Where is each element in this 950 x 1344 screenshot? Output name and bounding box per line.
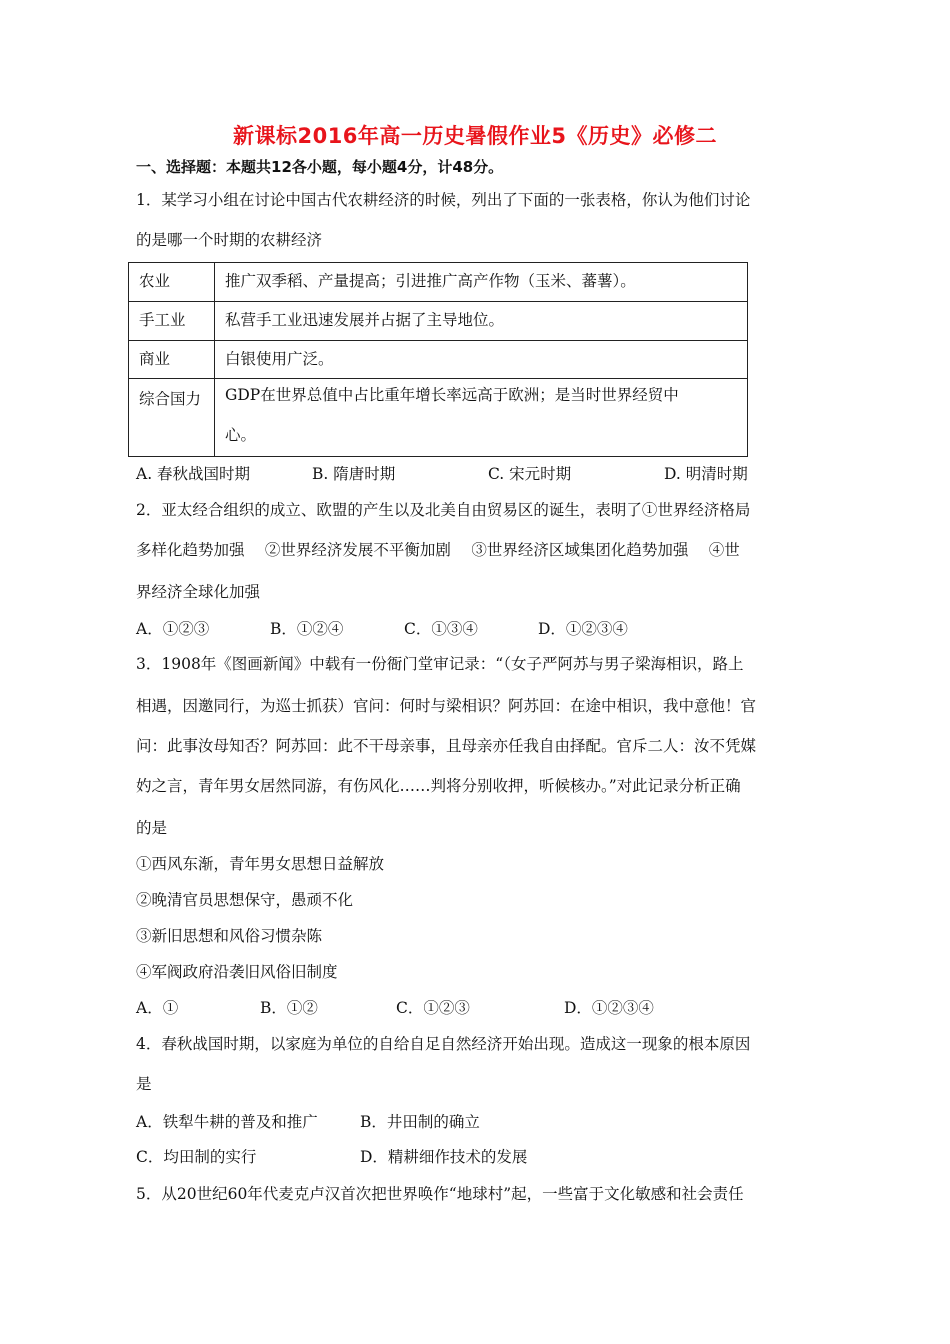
q4-option-a: A．铁犁牛耕的普及和推广	[136, 1113, 318, 1131]
q3-option-d: D．①②③④	[564, 999, 654, 1017]
q2-stem-line: 2．亚太经合组织的成立、欧盟的产生以及北美自由贸易区的诞生，表明了①世界经济格局	[136, 501, 751, 519]
q1-table	[128, 262, 748, 457]
table-value: 私营手工业迅速发展并占据了主导地位。	[215, 302, 748, 341]
q3-stem-line: 问：此事汝母知否？阿苏回：此不干母亲事，且母亲亦任我自由择配。官斥二人：汝不凭媒	[136, 737, 757, 755]
q3-stem-line: 妁之言，青年男女居然同游，有伤风化……判将分别收押，听候核办。”对此记录分析正确	[136, 777, 741, 795]
table-value-line: GDP在世界总值中占比重年增长率远高于欧洲；是当时世界经贸中	[225, 386, 679, 404]
q3-item: ③新旧思想和风俗习惯杂陈	[136, 927, 323, 945]
q5-stem-line: 5．从20世纪60年代麦克卢汉首次把世界唤作“地球村”起，一些富于文化敏感和社会责任	[136, 1185, 744, 1203]
table-key: 农业	[129, 263, 215, 302]
q2-option-a: A．①②③	[136, 620, 210, 638]
q1-option-c: C. 宋元时期	[488, 465, 572, 483]
q2-stem-line: 界经济全球化加强	[136, 583, 261, 601]
q4-option-b: B．井田制的确立	[360, 1113, 480, 1131]
q2-option-b: B．①②④	[270, 620, 344, 638]
q3-item: ④军阀政府沿袭旧风俗旧制度	[136, 963, 338, 981]
table-value: 白银使用广泛。	[215, 341, 748, 379]
q3-option-c: C．①②③	[396, 999, 470, 1017]
table-value	[215, 379, 748, 457]
table-key: 商业	[129, 341, 215, 379]
q3-stem-line: 相遇，因邀同行，为巡士抓获）官问：何时与梁相识？阿苏回：在途中相识，我中意他！官	[136, 697, 757, 715]
section-heading: 一、选择题：本题共12各小题，每小题4分，计48分。	[136, 158, 504, 176]
table-value: 推广双季稻、产量提高；引进推广高产作物（玉米、蕃薯）。	[215, 263, 748, 302]
table-row	[129, 379, 748, 457]
q4-stem-line: 4．春秋战国时期，以家庭为单位的自给自足自然经济开始出现。造成这一现象的根本原因	[136, 1035, 751, 1053]
table-row	[129, 302, 748, 341]
q4-stem-line: 是	[136, 1075, 152, 1093]
q3-item: ②晚清官员思想保守，愚顽不化	[136, 891, 354, 909]
table-key: 手工业	[129, 302, 215, 341]
q3-item: ①西风东渐，青年男女思想日益解放	[136, 855, 385, 873]
q2-option-c: C．①③④	[404, 620, 478, 638]
q3-stem-line: 3．1908年《图画新闻》中载有一份衙门堂审记录：“（女子严阿苏与男子梁海相识，路上	[136, 655, 744, 673]
table-key: 综合国力	[129, 379, 215, 457]
q3-option-a: A．①	[136, 999, 179, 1017]
q1-stem-line: 的是哪一个时期的农耕经济	[136, 231, 323, 249]
table-row	[129, 341, 748, 379]
q4-option-c: C．均田制的实行	[136, 1148, 257, 1166]
q2-option-d: D．①②③④	[538, 620, 628, 638]
q2-stem-line: 多样化趋势加强 ②世界经济发展不平衡加剧 ③世界经济区域集团化趋势加强 ④世	[136, 541, 740, 559]
page-title: 新课标2016年高一历史暑假作业5《历史》必修二	[232, 124, 718, 148]
q3-option-b: B．①②	[260, 999, 318, 1017]
table-value-line: 心。	[225, 426, 257, 444]
q1-option-d: D. 明清时期	[664, 465, 748, 483]
q1-stem-line: 1．某学习小组在讨论中国古代农耕经济的时候，列出了下面的一张表格，你认为他们讨论	[136, 191, 751, 209]
q4-option-d: D．精耕细作技术的发展	[360, 1148, 528, 1166]
q3-stem-line: 的是	[136, 819, 168, 837]
q1-option-a: A. 春秋战国时期	[136, 465, 251, 483]
q1-option-b: B. 隋唐时期	[312, 465, 396, 483]
table-row	[129, 263, 748, 302]
